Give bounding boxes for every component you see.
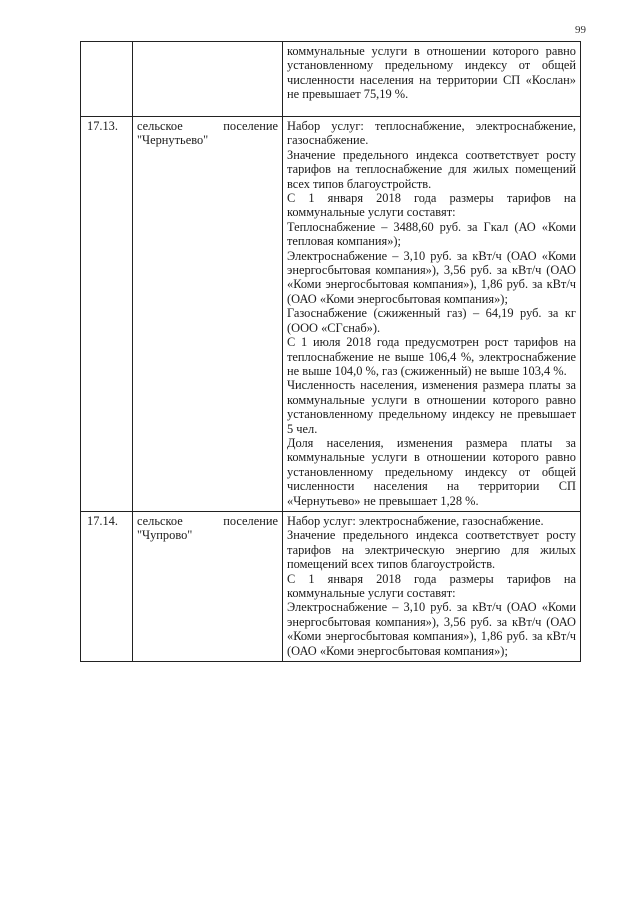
description-paragraph: Набор услуг: электроснабжение, газоснабжение. <box>287 513 544 528</box>
tariff-table <box>80 41 581 662</box>
description-paragraph: Набор услуг: теплоснабжение, электроснабжение, газоснабжение. <box>287 119 576 148</box>
page-number: 99 <box>575 24 586 36</box>
description-paragraph: Значение предельного индекса соответствует росту тарифов на электрическую энергию для жилых помещений всех типов благоустройств. <box>287 528 576 572</box>
settlement-name: "Чупрово" <box>137 528 193 543</box>
description-paragraph: Теплоснабжение – 3488,60 руб. за Гкал (АО «Коми тепловая компания»); <box>287 219 576 249</box>
description-paragraph: С 1 января 2018 года размеры тарифов на коммунальные услуги составят: <box>287 191 576 220</box>
description-cell <box>283 42 581 117</box>
row-number-cell: 17.13. <box>81 117 133 512</box>
description-paragraph: коммунальные услуги в отношении которого равно установленному предельному индексу от общей численности населения на территории СП «Кослан» не превышает 75,19 %. <box>287 44 576 102</box>
table-row <box>81 511 581 661</box>
description-paragraph: Электроснабжение – 3,10 руб. за кВт/ч (ОАО «Коми энергосбытовая компания»), 3,56 руб. за кВт/ч (ОАО «Коми энергосбытовая компания»), 1,86 руб. за кВт/ч (ОАО «Коми энергосбытовая компания»); <box>287 600 576 658</box>
row-number-cell <box>81 42 133 117</box>
description-cell <box>283 117 581 512</box>
settlement-type: сельское поселение <box>137 513 278 528</box>
description-paragraph: С 1 января 2018 года размеры тарифов на коммунальные услуги составят: <box>287 571 576 600</box>
description-paragraph: Значение предельного индекса соответствует росту тарифов на теплоснабжение для жилых помещений всех типов благоустройств. <box>287 147 576 191</box>
settlement-name: "Чернутьево" <box>137 133 209 148</box>
row-number-cell: 17.14. <box>81 511 133 661</box>
description-paragraph: Электроснабжение – 3,10 руб. за кВт/ч (ОАО «Коми энергосбытовая компания»), 3,56 руб. за кВт/ч (ОАО «Коми энергосбытовая компания»), 1,86 руб. за кВт/ч (ОАО «Коми энергосбытовая компания»); <box>287 248 576 306</box>
description-cell <box>283 511 581 661</box>
settlement-name-cell <box>133 42 283 117</box>
description-paragraph: Численность населения, изменения размера платы за коммунальные услуги в отношении которого равно установленному предельному индексу не превышает 5 чел. <box>287 378 576 436</box>
description-paragraph: Доля населения, изменения размера платы за коммунальные услуги в отношении которого равно установленному предельному индексу от общей численности населения на территории СП «Чернутьево» не превышает 1,28 %. <box>287 435 576 508</box>
description-paragraph: С 1 июля 2018 года предусмотрен рост тарифов на теплоснабжение не выше 106,4 %, электроснабжение не выше 104,0 %, газ (сжиженный) не выше 103,4 %. <box>287 335 576 378</box>
settlement-name-cell <box>133 511 283 661</box>
settlement-type: сельское поселение <box>137 119 278 133</box>
table-row <box>81 42 581 117</box>
description-paragraph: Газоснабжение (сжиженный газ) – 64,19 руб. за кг (ООО «СГснаб»). <box>287 306 576 335</box>
settlement-name-cell <box>133 117 283 512</box>
table-row <box>81 117 581 512</box>
